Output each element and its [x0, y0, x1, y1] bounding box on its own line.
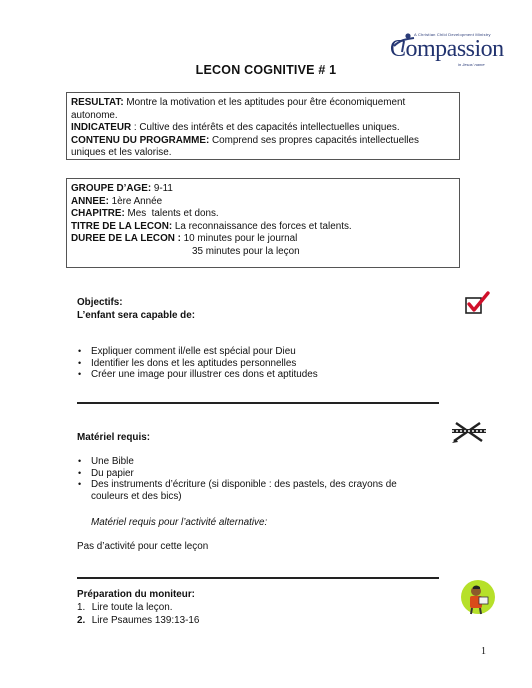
- list-item: [77, 369, 437, 381]
- logo-tagline: A Christian Child Development Ministry: [414, 32, 491, 37]
- objectives-subheading: L’enfant sera capable de:: [77, 309, 195, 321]
- chapitre-value: Mes talents et dons.: [124, 208, 219, 220]
- alt-materials-text: Pas d’activité pour cette leçon: [77, 541, 209, 552]
- list-item: [77, 468, 437, 480]
- objectives-heading: Objectifs:: [77, 297, 123, 308]
- logo-subtitle: in Jesus' name: [458, 62, 485, 67]
- bullet: •: [78, 369, 82, 380]
- titre-value: La reconnaissance des forces et talents.: [172, 220, 352, 232]
- pencil-ruler-icon: [450, 419, 488, 445]
- alt-materials-heading: Matériel requis pour l’activité alternative:: [91, 517, 268, 528]
- chapitre-line: [71, 208, 453, 221]
- material-text: Du papier: [91, 467, 134, 479]
- resultat-line: [71, 97, 453, 122]
- page-title: LECON COGNITIVE # 1: [195, 63, 337, 77]
- materials-list: [77, 456, 437, 502]
- materials-heading: Matériel requis:: [77, 432, 150, 443]
- item-number: 2.: [77, 614, 86, 626]
- contenu-line: [71, 135, 453, 160]
- indicateur-label: INDICATEUR: [71, 122, 132, 134]
- duree-line: [71, 233, 453, 246]
- annee-value: 1ère Année: [108, 195, 163, 207]
- lesson-info-box: [66, 178, 460, 268]
- list-item: [77, 615, 199, 628]
- groupe-value: 9-11: [151, 183, 173, 194]
- duree-value-journal: 10 minutes pour le journal: [180, 233, 298, 245]
- objective-text: Expliquer comment il/elle est spécial pour Dieu: [91, 346, 296, 357]
- bullet: •: [78, 346, 82, 356]
- preparation-text: Lire Psaumes 139:13-16: [91, 614, 200, 626]
- list-item: [77, 358, 437, 370]
- indicateur-line: [71, 122, 453, 135]
- indicateur-text: : Cultive des intérêts et des capacités intellectuelles uniques.: [131, 122, 400, 134]
- preparation-text: Lire toute la leçon.: [91, 602, 173, 613]
- item-number: 1.: [77, 602, 86, 613]
- bullet: •: [78, 467, 82, 478]
- section-divider: [77, 402, 439, 404]
- bullet: •: [78, 479, 82, 490]
- objectives-section: [77, 297, 437, 322]
- bullet: •: [78, 456, 82, 466]
- page-number: 1: [481, 646, 486, 657]
- checkbox-checkmark-icon: [464, 290, 490, 316]
- preparation-list: [77, 602, 199, 627]
- resultat-label: RESULTAT:: [71, 97, 124, 108]
- groupe-label: GROUPE D’AGE:: [71, 183, 152, 194]
- objective-text: Créer une image pour illustrer ces dons et aptitudes: [91, 369, 318, 381]
- objectives-summary-box: [66, 92, 460, 160]
- preparation-heading: Préparation du moniteur:: [77, 589, 195, 600]
- list-item: [77, 602, 199, 615]
- bullet: •: [78, 357, 82, 368]
- contenu-text: Comprend ses propres capacités intellectuelles uniques et les valorise.: [71, 134, 419, 159]
- objective-text: Identifier les dons et les aptitudes personnelles: [91, 357, 297, 369]
- logo-wordmark: Compassion: [390, 36, 504, 62]
- duree-line-2: [71, 246, 453, 259]
- list-item: [77, 456, 437, 468]
- annee-line: [71, 196, 453, 209]
- annee-label: ANNEE:: [71, 195, 109, 207]
- list-item: [77, 346, 437, 358]
- titre-line: [71, 221, 453, 234]
- chapitre-label: CHAPITRE:: [71, 208, 125, 220]
- list-item: [77, 479, 436, 502]
- duree-label: DUREE DE LA LECON :: [71, 233, 181, 245]
- duree-value-lecon: 35 minutes pour la leçon: [192, 245, 300, 257]
- titre-label: TITRE DE LA LECON:: [71, 220, 173, 232]
- teacher-reading-icon: [459, 578, 497, 616]
- section-divider: [77, 577, 439, 579]
- material-text: Une Bible: [91, 456, 134, 467]
- resultat-text: Montre la motivation et les aptitudes pour être économiquement autonome.: [71, 97, 406, 121]
- objectives-list: [77, 346, 437, 381]
- material-text: Des instruments d’écriture (si disponible : des pastels, des crayons de couleurs et des bics): [91, 479, 397, 502]
- contenu-label: CONTENU DU PROGRAMME:: [71, 134, 210, 146]
- groupe-line: [71, 183, 453, 196]
